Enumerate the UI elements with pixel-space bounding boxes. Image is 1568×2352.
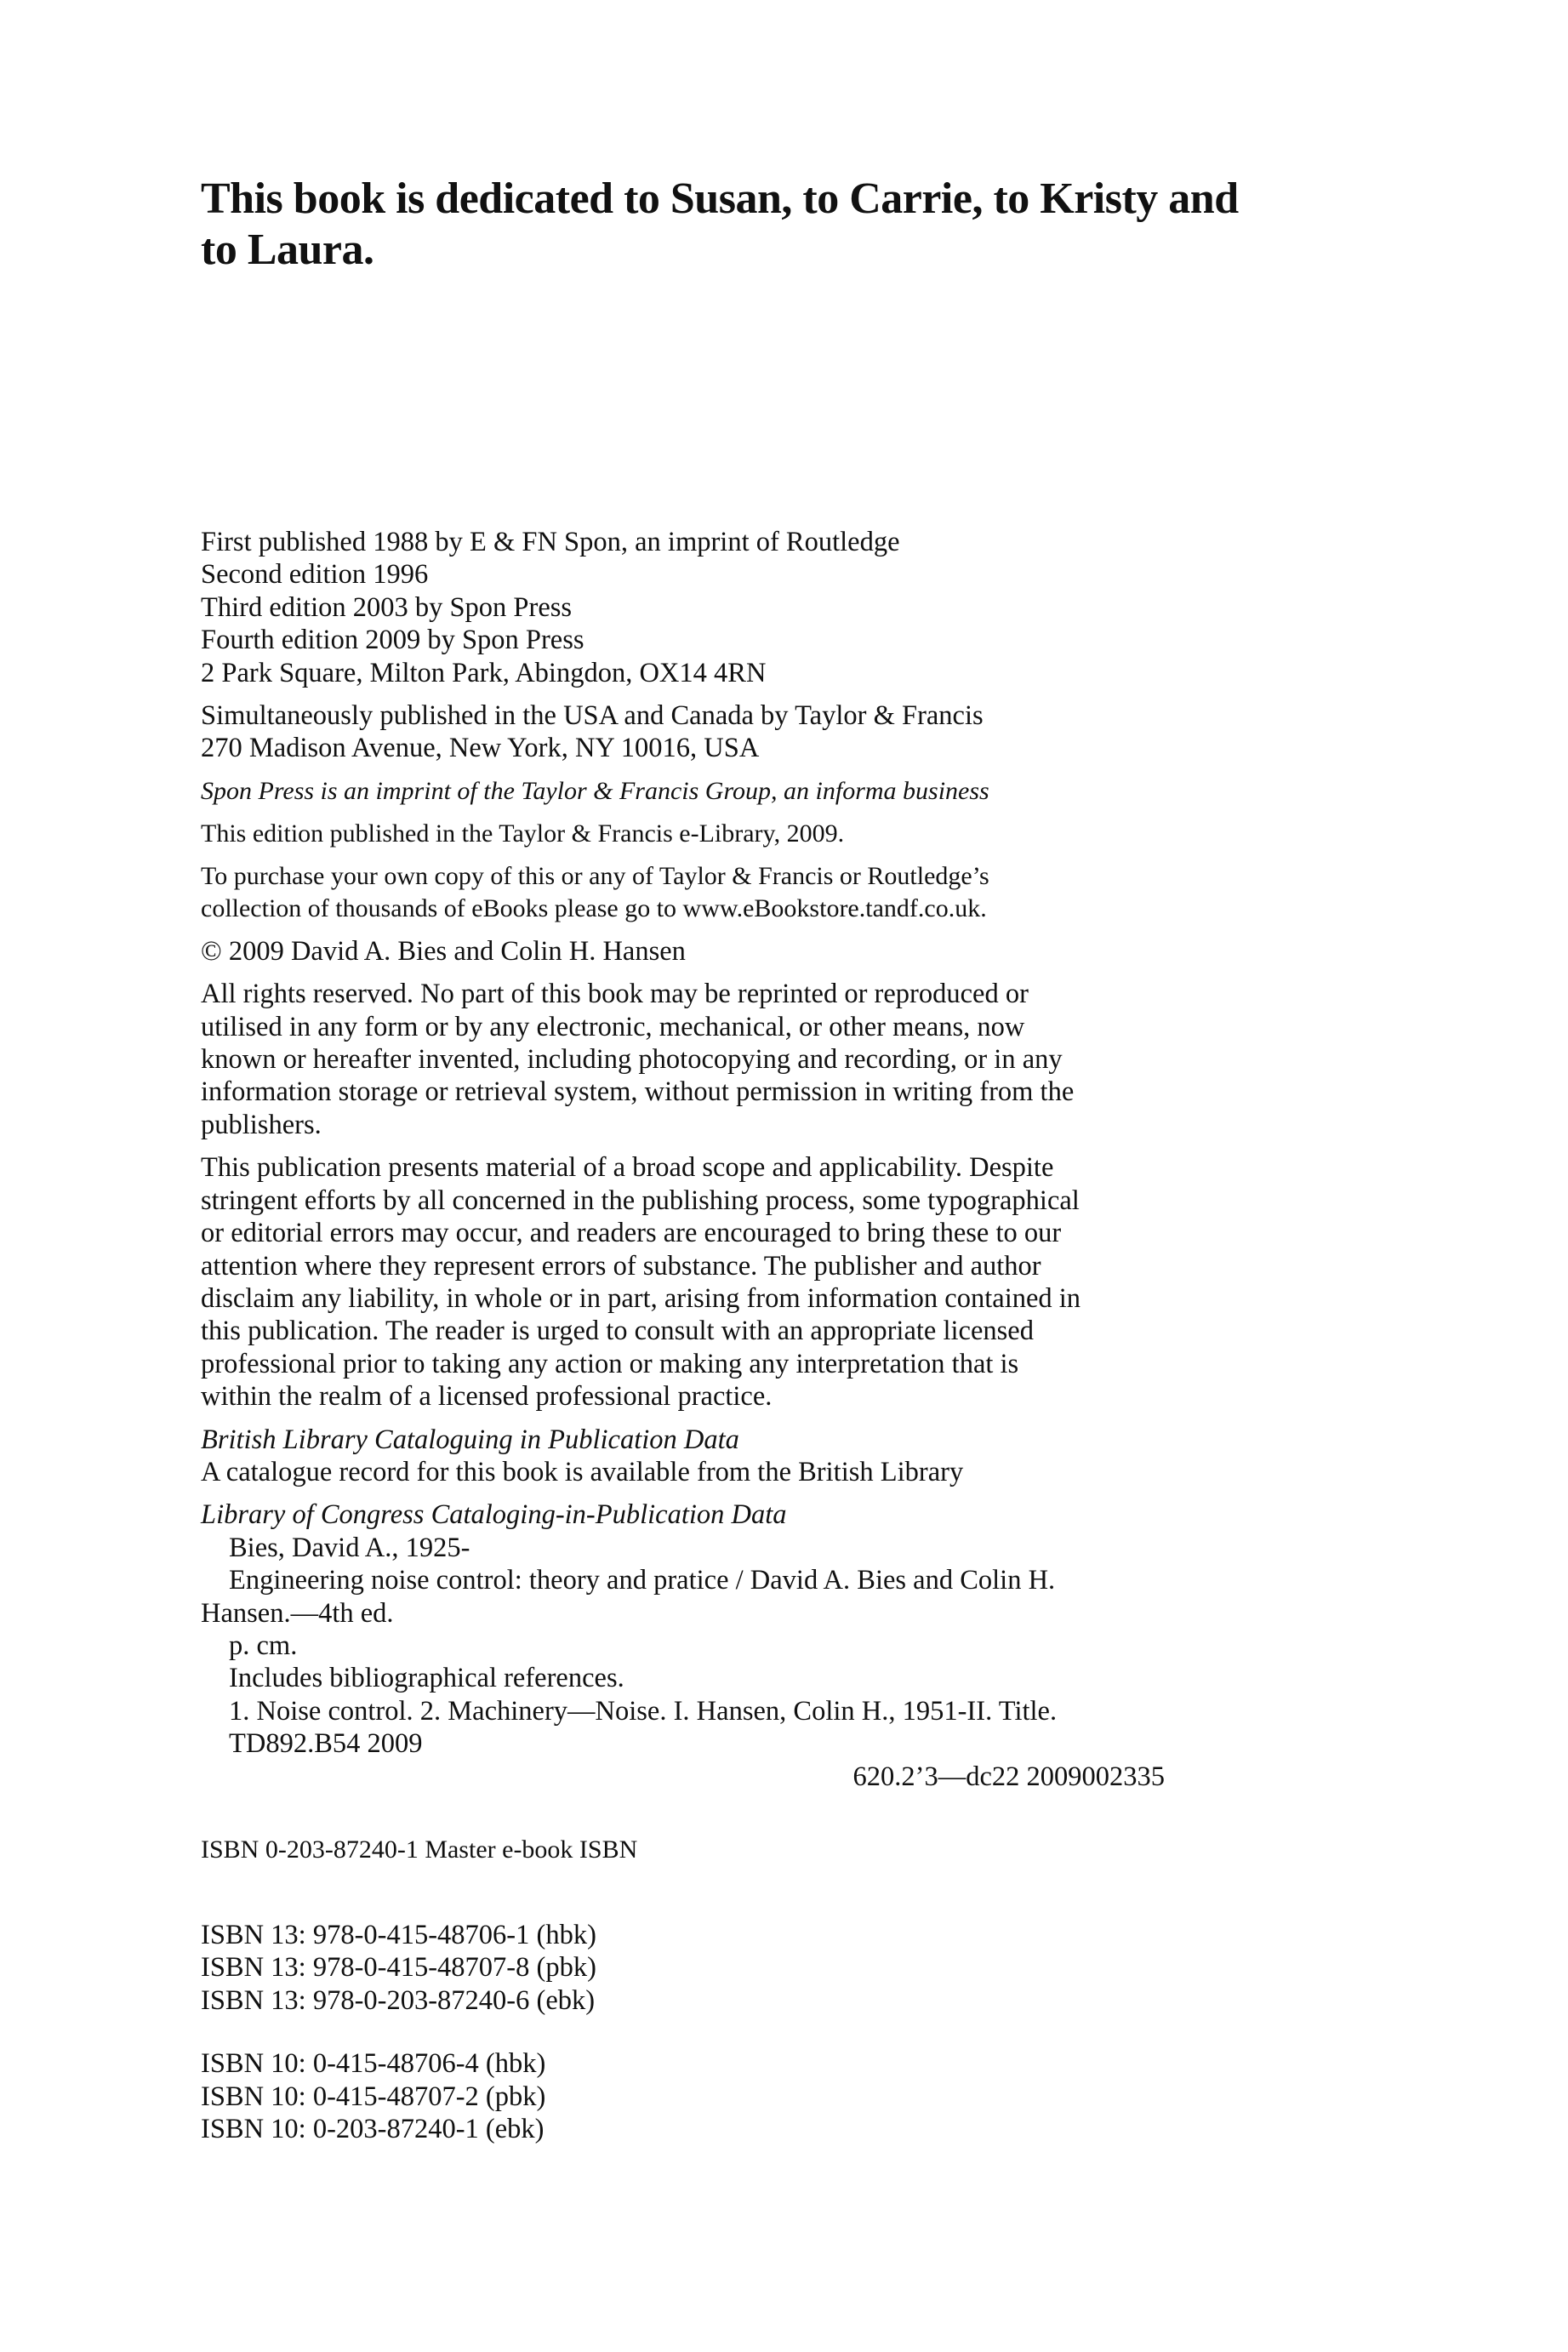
isbn-13-group	[201, 1919, 1222, 2017]
history-line: 2 Park Square, Milton Park, Abingdon, OX14 4RN	[201, 657, 767, 688]
isbn-10-line: ISBN 10: 0-415-48707-2 (pbk)	[201, 2081, 546, 2112]
rights-line: utilised in any form or by any electronic, mechanical, or other means, now	[201, 1011, 1025, 1042]
rights-line: known or hereafter invented, including photocopying and recording, or in any	[201, 1044, 1063, 1076]
loc-title-line: Hansen.—4th ed.	[201, 1597, 394, 1629]
history-line: Second edition 1996	[201, 559, 429, 591]
copyright-notice	[201, 935, 1222, 968]
publication-history	[201, 526, 1222, 689]
imprint-details	[201, 526, 1222, 2176]
loc-subjects: 1. Noise control. 2. Machinery—Noise. I. Hansen, Colin H., 1951-II. Title.	[229, 1695, 1058, 1727]
loc-author: Bies, David A., 1925-	[229, 1532, 470, 1563]
copyright-text: © 2009 David A. Bies and Colin H. Hansen	[201, 935, 686, 967]
usa-publication	[201, 699, 1222, 765]
isbn-13-line: ISBN 13: 978-0-415-48707-8 (pbk)	[201, 1952, 596, 1984]
master-isbn-text: ISBN 0-203-87240-1 Master e-book ISBN	[201, 1835, 638, 1864]
loc-bibliography: Includes bibliographical references.	[229, 1663, 624, 1694]
rights-line: All rights reserved. No part of this book may be reprinted or reproduced or	[201, 979, 1029, 1010]
british-library-text: A catalogue record for this book is available from the British Library	[201, 1456, 964, 1487]
loc-heading: Library of Congress Cataloging-in-Publication Data	[201, 1499, 787, 1531]
disclaimer-line: attention where they represent errors of substance. The publisher and author	[201, 1250, 1041, 1282]
history-line: First published 1988 by E & FN Spon, an imprint of Routledge	[201, 527, 900, 557]
isbn-13-line: ISBN 13: 978-0-203-87240-6 (ebk)	[201, 1984, 596, 2016]
rights-reserved	[201, 978, 1222, 1141]
disclaimer-line: disclaim any liability, in whole or in part, arising from information contained in	[201, 1282, 1081, 1314]
disclaimer-line: or editorial errors may occur, and readers are encouraged to bring these to our	[201, 1218, 1062, 1249]
history-line: Third edition 2003 by Spon Press	[201, 591, 573, 623]
disclaimer-line: this publication. The reader is urged to consult with an appropriate licensed	[201, 1316, 1034, 1347]
elibrary-note-text: This edition published in the Taylor & Francis e-Library, 2009.	[201, 819, 845, 848]
disclaimer-line: professional prior to taking any action or making any interpretation that is	[201, 1348, 1019, 1379]
disclaimer-line: stringent efforts by all concerned in the publishing process, some typographical	[201, 1185, 1080, 1216]
isbn-10-line: ISBN 10: 0-415-48706-4 (hbk)	[201, 2048, 546, 2080]
loc-pages: p. cm.	[229, 1630, 298, 1661]
disclaimer-line: within the realm of a licensed professional practice.	[201, 1381, 773, 1413]
dedication-line: to Laura.	[201, 225, 374, 274]
loc-classification: 620.2’3—dc22 2009002335	[852, 1761, 1165, 1792]
purchase-line: collection of thousands of eBooks please go to www.eBookstore.tandf.co.uk.	[201, 893, 987, 922]
purchase-note	[201, 860, 1222, 925]
imprint-note	[201, 775, 1222, 808]
isbn-10-group	[201, 2047, 1222, 2145]
purchase-line: To purchase your own copy of this or any of Taylor & Francis or Routledge’s	[201, 861, 989, 890]
usa-line: Simultaneously published in the USA and Canada by Taylor & Francis	[201, 700, 984, 732]
elibrary-note	[201, 818, 1222, 850]
loc-call-number: TD892.B54 2009	[229, 1728, 423, 1760]
disclaimer	[201, 1151, 1222, 1413]
imprint-note-text: Spon Press is an imprint of the Taylor & Francis Group, an informa business	[201, 776, 989, 805]
loc-title-line: Engineering noise control: theory and pratice / David A. Bies and Colin H.	[229, 1565, 1056, 1596]
history-line: Fourth edition 2009 by Spon Press	[201, 625, 584, 656]
usa-line: 270 Madison Avenue, New York, NY 10016, USA	[201, 733, 760, 764]
isbn-13-line: ISBN 13: 978-0-415-48706-1 (hbk)	[201, 1920, 596, 1950]
disclaimer-line: This publication presents material of a broad scope and applicability. Despite	[201, 1152, 1054, 1184]
british-library-cip	[201, 1424, 1222, 1489]
rights-line: information storage or retrieval system, without permission in writing from the	[201, 1076, 1075, 1108]
master-isbn	[201, 1834, 1222, 1866]
rights-line: publishers.	[201, 1109, 322, 1140]
library-of-congress-cip	[201, 1499, 1222, 1793]
isbn-10-line: ISBN 10: 0-203-87240-1 (ebk)	[201, 2114, 545, 2145]
dedication	[201, 174, 1256, 276]
british-library-heading: British Library Cataloguing in Publication Data	[201, 1424, 739, 1455]
dedication-line: This book is dedicated to Susan, to Carrie, to Kristy and	[201, 174, 1239, 223]
